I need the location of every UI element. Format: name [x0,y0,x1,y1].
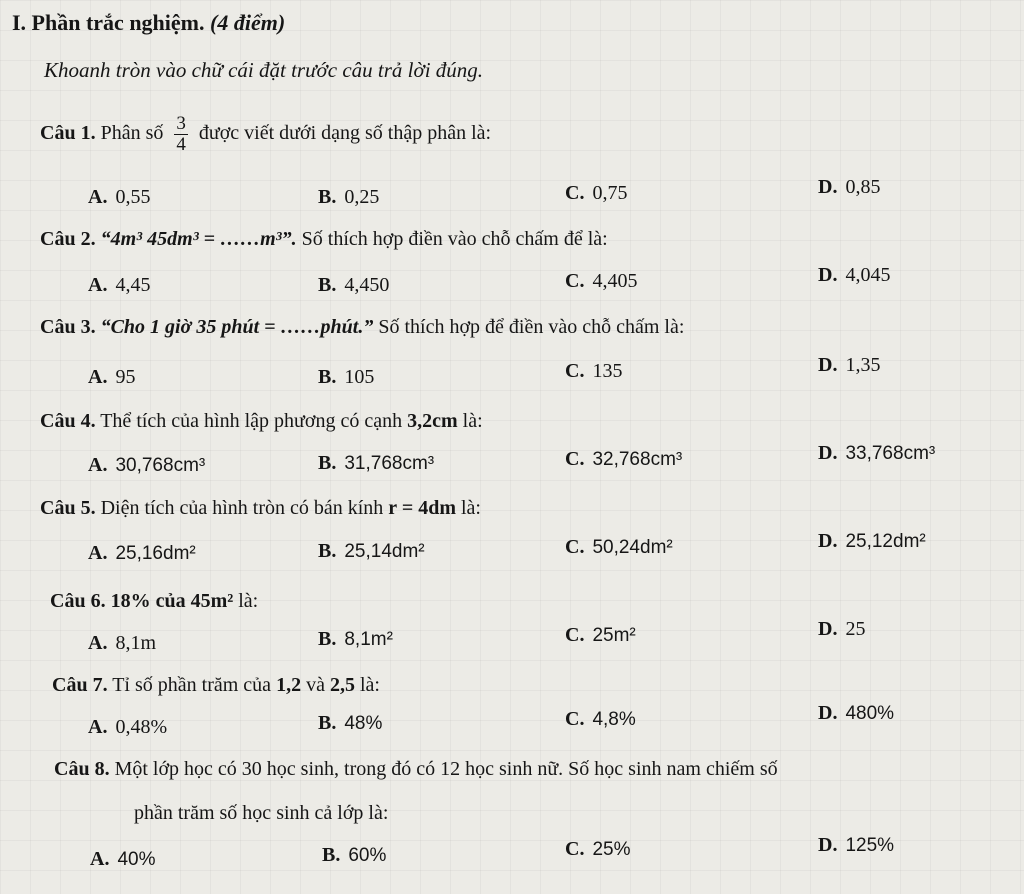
option-value: 4,8% [592,709,636,730]
option-letter: B. [318,274,337,296]
option-value: 4,405 [592,270,638,292]
corner-mark [912,0,1024,10]
fraction-numerator: 3 [176,113,186,134]
option-6-a[interactable] [88,632,156,655]
question-1 [40,114,491,155]
option-value: 25,12dm² [845,531,926,552]
option-letter: B. [318,452,337,474]
option-letter: C. [565,838,585,860]
option-7-b[interactable] [318,712,382,735]
option-8-b[interactable] [322,844,386,867]
option-value: 50,24dm² [592,537,673,558]
option-letter: C. [565,708,585,730]
question-text: được viết dưới dạng số thập phân là: [198,122,492,145]
question-text: Thể tích của hình lập phương có cạnh [100,410,403,432]
option-6-b[interactable] [318,628,393,651]
option-7-d[interactable] [818,702,894,725]
option-2-a[interactable] [88,274,150,297]
option-8-a[interactable] [90,848,155,871]
option-value: 0,85 [845,176,881,198]
question-label: Câu 4. [40,410,96,432]
question-value: 2,5 [329,674,355,696]
option-value: 95 [115,366,136,388]
option-value: 4,450 [344,274,390,296]
option-value: 40% [117,849,156,870]
option-letter: B. [318,712,337,734]
question-7 [52,674,380,697]
option-letter: C. [565,536,585,558]
option-letter: B. [318,366,337,388]
option-letter: C. [565,270,585,292]
option-3-b[interactable] [318,366,374,389]
option-7-a[interactable] [88,716,167,739]
section-title-italic: (4 điểm) [210,10,286,35]
option-6-d[interactable] [818,618,865,641]
question-label: Câu 6. [50,590,106,612]
option-2-b[interactable] [318,274,389,297]
option-value: 1,35 [845,354,881,376]
option-value: 33,768cm³ [845,443,936,464]
option-letter: A. [88,716,108,738]
question-text: Diện tích của hình tròn có bán kính [100,497,384,519]
option-value: 31,768cm³ [344,453,435,474]
option-letter: C. [565,624,585,646]
option-letter: B. [318,628,337,650]
question-label: Câu 7. [52,674,108,696]
question-label: Câu 8. [54,758,110,780]
question-3 [40,316,684,339]
option-3-c[interactable] [565,360,622,383]
question-text: là: [462,410,483,432]
option-5-a[interactable] [88,542,196,565]
option-value: 25 [845,618,866,640]
option-letter: A. [88,366,108,388]
option-2-c[interactable] [565,270,637,293]
option-4-b[interactable] [318,452,434,475]
question-expression: “4m³ 45dm³ = ……m³”. [100,228,297,250]
option-value: 25% [592,839,631,860]
option-value: 480% [845,703,895,724]
question-label: Câu 5. [40,497,96,519]
option-letter: A. [88,186,108,208]
question-text: là: [359,674,380,696]
option-letter: A. [88,454,108,476]
option-5-d[interactable] [818,530,926,553]
option-4-a[interactable] [88,454,205,477]
option-value: 30,768cm³ [115,455,206,476]
fraction [174,114,188,155]
option-value: 4,045 [845,264,891,286]
instruction: Khoanh tròn vào chữ cái đặt trước câu trả lời đúng. [44,58,484,82]
option-value: 25,14dm² [344,541,425,562]
question-text: Phân số [100,122,164,145]
option-letter: D. [818,618,838,640]
option-8-d[interactable] [818,834,894,857]
option-letter: C. [565,360,585,382]
option-value: 0,55 [115,186,151,208]
option-value: 8,1m [115,632,157,654]
option-value: 60% [348,845,387,866]
option-value: 8,1m² [344,629,393,650]
option-letter: B. [318,186,337,208]
option-value: 0,25 [344,186,380,208]
option-letter: D. [818,442,838,464]
option-value: 105 [344,366,375,388]
option-4-d[interactable] [818,442,935,465]
option-value: 135 [592,360,623,382]
option-letter: D. [818,834,838,856]
option-letter: D. [818,264,838,286]
option-5-c[interactable] [565,536,673,559]
option-6-c[interactable] [565,624,636,647]
question-text: Số thích hợp để điền vào chỗ chấm là: [378,316,685,338]
question-text: Số thích hợp điền vào chỗ chấm để là: [301,228,608,250]
question-2 [40,228,608,251]
fraction-denominator: 4 [176,134,186,155]
option-7-c[interactable] [565,708,636,731]
question-value: r = 4dm [388,497,456,519]
option-letter: C. [565,448,585,470]
question-text: và [306,674,325,696]
option-4-c[interactable] [565,448,682,471]
question-5 [40,497,481,520]
option-1-a[interactable] [88,186,150,209]
option-letter: A. [88,542,108,564]
option-1-b[interactable] [318,186,379,209]
option-3-d[interactable] [818,354,880,377]
question-8 [54,758,778,781]
option-letter: D. [818,354,838,376]
option-letter: A. [88,632,108,654]
option-value: 48% [344,713,383,734]
option-letter: A. [90,848,110,870]
question-8-continued: phần trăm số học sinh cả lớp là: [134,802,389,824]
question-value: 1,2 [276,674,302,696]
question-label: Câu 1. [40,122,96,145]
option-letter: B. [318,540,337,562]
option-1-d[interactable] [818,176,880,199]
section-title [12,10,285,36]
question-text: là: [238,590,259,612]
question-value: 18% của 45m² [110,590,234,612]
question-4 [40,410,483,433]
option-letter: A. [88,274,108,296]
option-letter: D. [818,702,838,724]
option-letter: D. [818,176,838,198]
option-value: 25m² [592,625,636,646]
option-value: 32,768cm³ [592,449,683,470]
option-letter: D. [818,530,838,552]
option-8-c[interactable] [565,838,630,861]
question-6 [50,590,258,613]
option-value: 125% [845,835,895,856]
question-text: là: [461,497,481,519]
option-letter: C. [565,182,585,204]
question-text: Tỉ số phần trăm của [112,674,272,696]
option-value: 0,48% [115,716,168,738]
option-3-a[interactable] [88,366,135,389]
section-title-bold: I. Phần trắc nghiệm. [12,10,205,35]
question-value: 3,2cm [407,410,458,432]
question-label: Câu 3. [40,316,96,338]
question-text: Một lớp học có 30 học sinh, trong đó có 12 học sinh nữ. Số học sinh nam chiếm số [114,758,778,780]
question-expression: “Cho 1 giờ 35 phút = ……phút.” [100,316,374,338]
option-2-d[interactable] [818,264,890,287]
option-5-b[interactable] [318,540,425,563]
question-label: Câu 2. [40,228,96,250]
option-letter: B. [322,844,341,866]
option-value: 4,45 [115,274,151,296]
option-1-c[interactable] [565,182,627,205]
option-value: 25,16dm² [115,543,196,564]
option-value: 0,75 [592,182,628,204]
